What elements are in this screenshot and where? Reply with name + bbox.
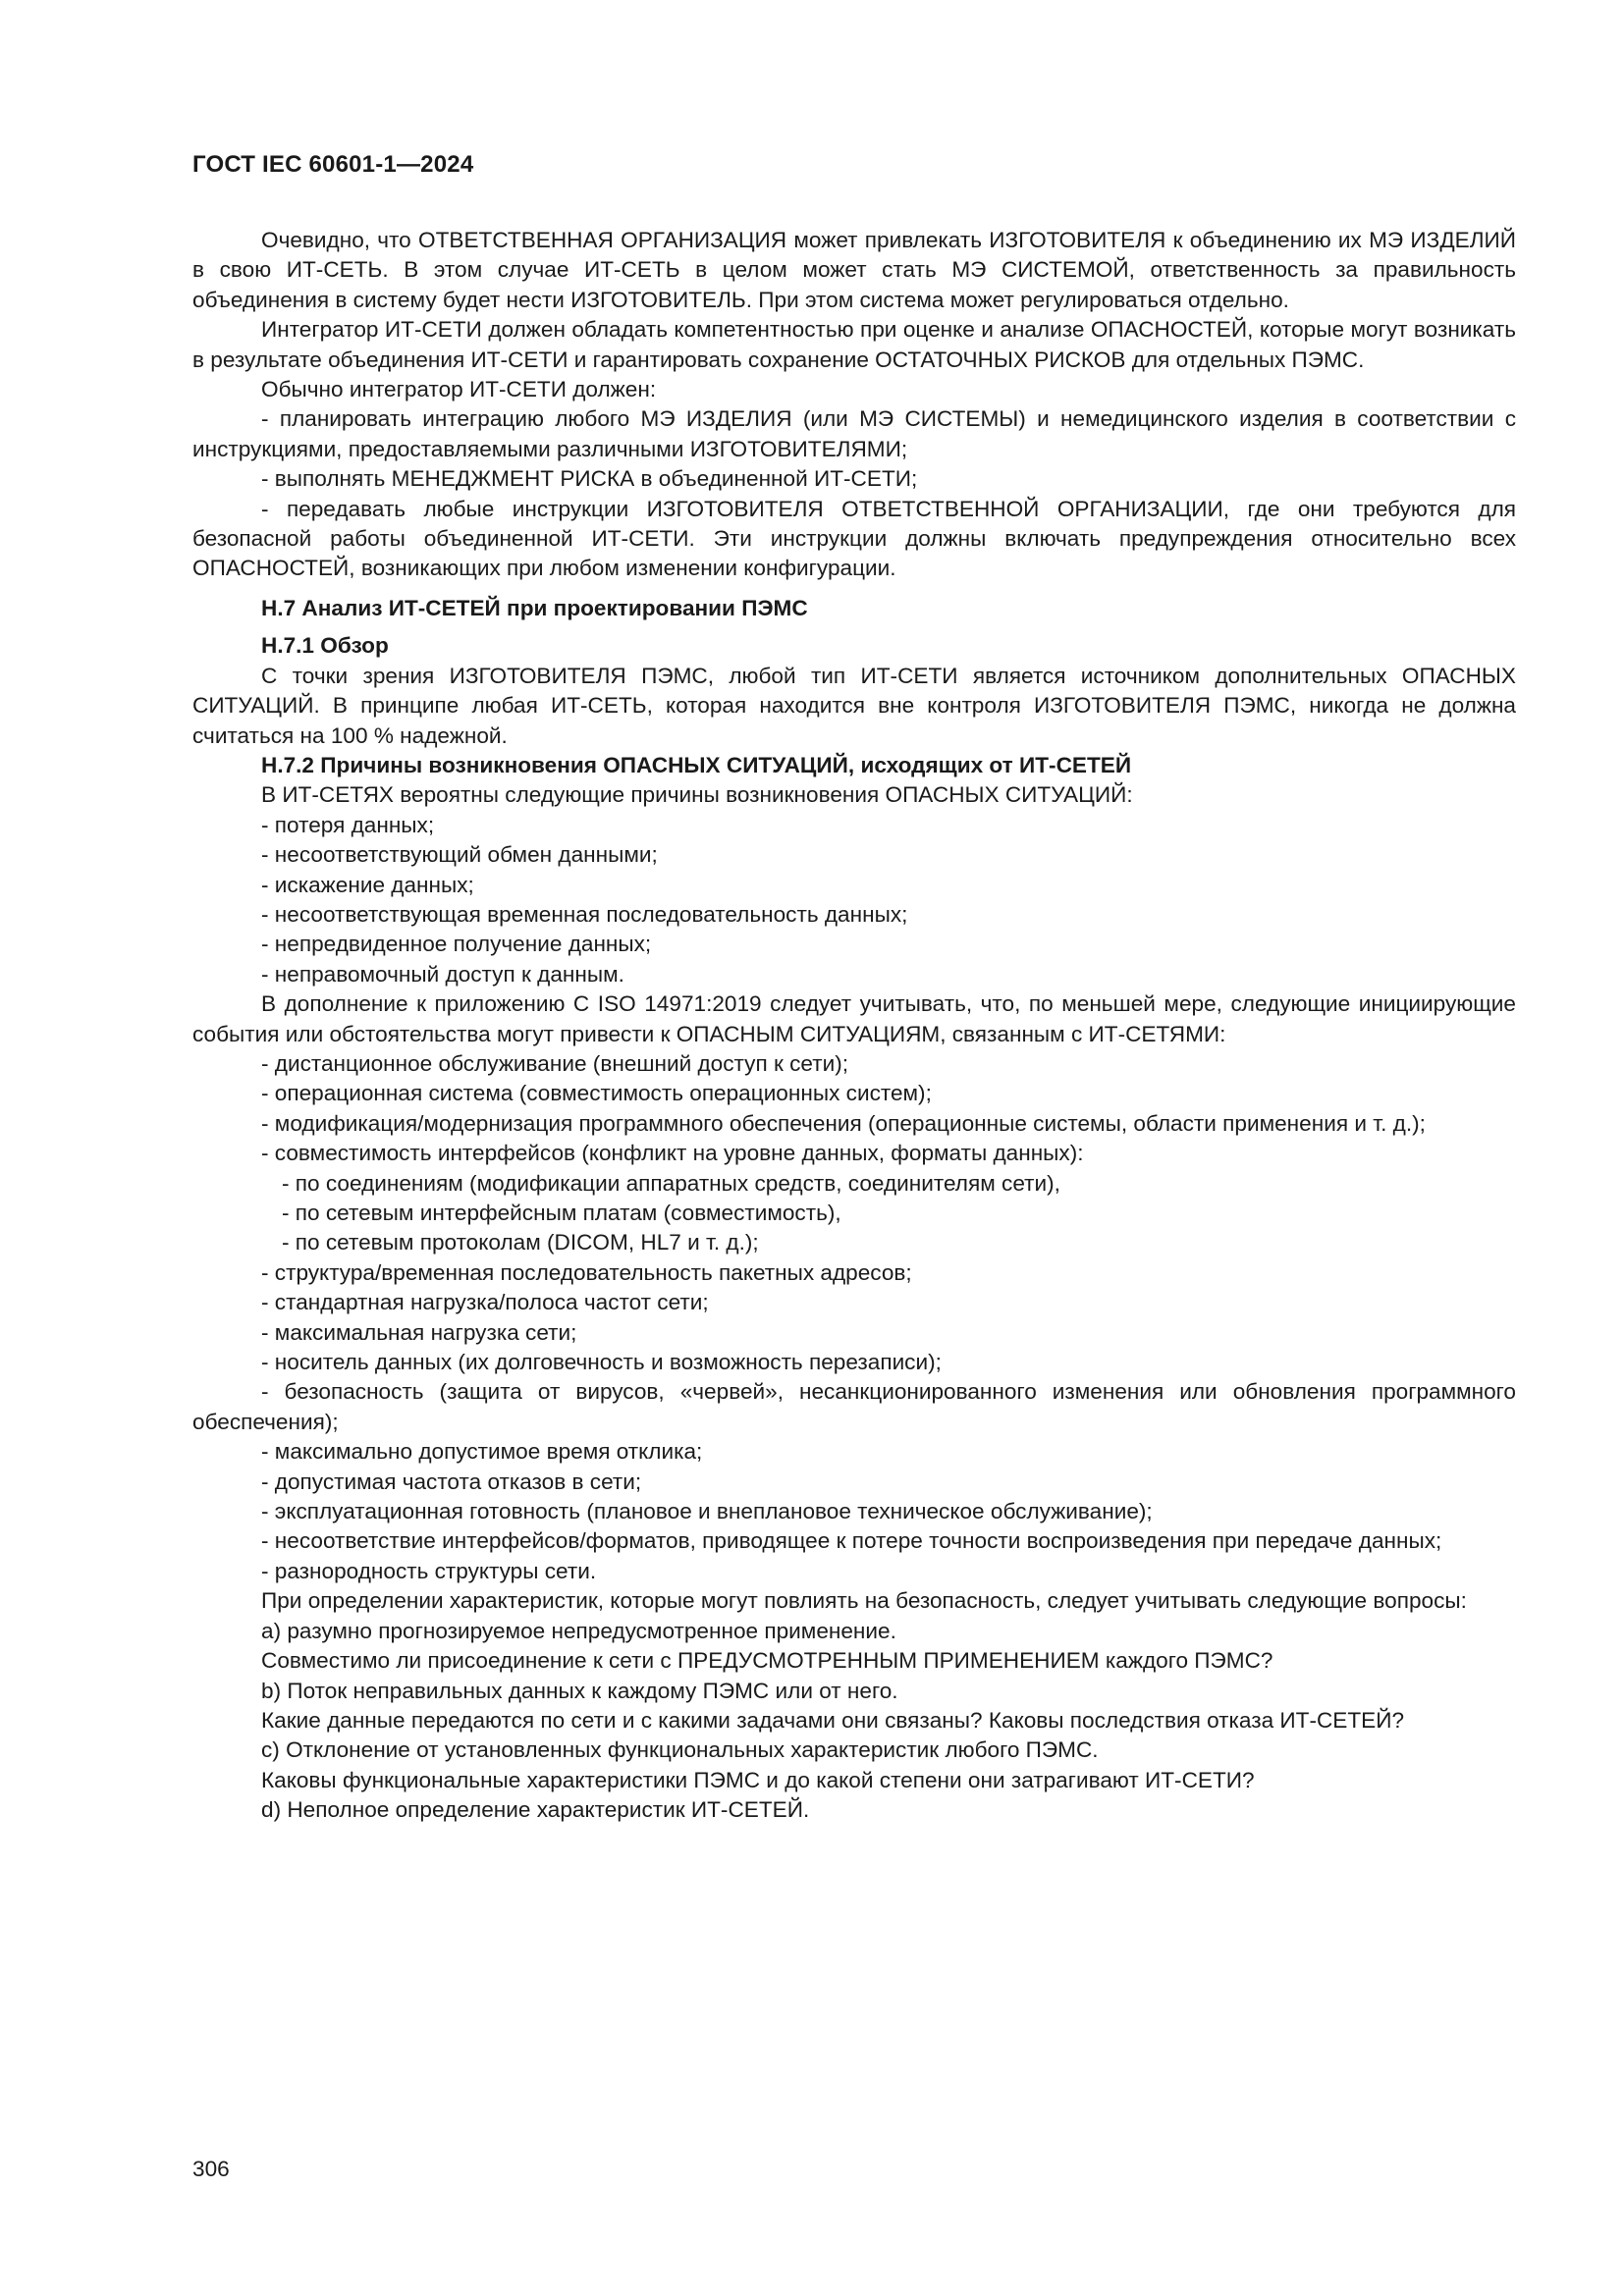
list-item: - модификация/модернизация программного обеспечения (операционные системы, области применения и т. д.); bbox=[261, 1110, 1426, 1136]
list-item: c) Отклонение от установленных функциональных характеристик любого ПЭМС. bbox=[261, 1737, 1099, 1763]
body-paragraph: В ИТ-СЕТЯХ вероятны следующие причины возникновения ОПАСНЫХ СИТУАЦИЙ: bbox=[261, 782, 1133, 808]
list-item: - дистанционное обслуживание (внешний доступ к сети); bbox=[261, 1050, 848, 1076]
list-item: - стандартная нагрузка/полоса частот сети; bbox=[261, 1290, 709, 1315]
list-item: - эксплуатационная готовность (плановое и внеплановое техническое обслуживание); bbox=[261, 1499, 1153, 1524]
list-item: - максимальная нагрузка сети; bbox=[261, 1319, 577, 1345]
body-paragraph: Каковы функциональные характеристики ПЭМС и до какой степени они затрагивают ИТ-СЕТИ? bbox=[261, 1767, 1255, 1792]
list-item: - несоответствие интерфейсов/форматов, приводящее к потере точности воспроизведения при передаче данных; bbox=[261, 1528, 1442, 1554]
section-heading: Н.7 Анализ ИТ-СЕТЕЙ при проектировании ПЭМС bbox=[261, 595, 808, 620]
body-paragraph: Совместимо ли присоединение к сети с ПРЕДУСМОТРЕННЫМ ПРИМЕНЕНИЕМ каждого ПЭМС? bbox=[261, 1648, 1273, 1674]
list-item: - непредвиденное получение данных; bbox=[261, 932, 652, 957]
list-item: - планировать интеграцию любого МЭ ИЗДЕЛИЯ (или МЭ СИСТЕМЫ) и немедицинского изделия в соответствии с инструкциями, предоставляемыми различными ИЗГОТОВИТЕЛЯМИ; bbox=[192, 406, 1516, 461]
body-paragraph: В дополнение к приложению С ISO 14971:2019 следует учитывать, что, по меньшей мере, следующие инициирующие события или обстоятельства могут привести к ОПАСНЫМ СИТУАЦИЯМ, связанным с ИТ-СЕТЯМИ: bbox=[192, 991, 1516, 1046]
body-paragraph: Обычно интегратор ИТ-СЕТИ должен: bbox=[261, 377, 657, 402]
list-item: - носитель данных (их долговечность и возможность перезаписи); bbox=[261, 1350, 942, 1375]
body-paragraph: Какие данные передаются по сети и с какими задачами они связаны? Каковы последствия отказа ИТ-СЕТЕЙ? bbox=[261, 1707, 1405, 1733]
list-item: - несоответствующий обмен данными; bbox=[261, 842, 658, 868]
list-item: - допустимая частота отказов в сети; bbox=[261, 1468, 642, 1494]
sub-list-item: - по сетевым протоколам (DICOM, HL7 и т. д.); bbox=[282, 1230, 759, 1255]
list-item: - несоответствующая временная последовательность данных; bbox=[261, 901, 908, 927]
list-item: - искажение данных; bbox=[261, 872, 474, 897]
subsection-heading: Н.7.2 Причины возникновения ОПАСНЫХ СИТУАЦИЙ, исходящих от ИТ-СЕТЕЙ bbox=[261, 752, 1132, 777]
list-item: - максимально допустимое время отклика; bbox=[261, 1439, 703, 1465]
list-item: - передавать любые инструкции ИЗГОТОВИТЕЛЯ ОТВЕТСТВЕННОЙ ОРГАНИЗАЦИИ, где они требуются для безопасной работы объединенной ИТ-СЕТИ. Эти инструкции должны включать предупреждения относительно всех ОПАСНОСТЕЙ, возникающих при любом изменении конфигурации. bbox=[192, 496, 1516, 581]
list-item: - выполнять МЕНЕДЖМЕНТ РИСКА в объединенной ИТ-СЕТИ; bbox=[261, 466, 918, 492]
list-item: - разнородность структуры сети. bbox=[261, 1558, 597, 1583]
subsection-heading: Н.7.1 Обзор bbox=[261, 633, 389, 659]
body-paragraph: Очевидно, что ОТВЕТСТВЕННАЯ ОРГАНИЗАЦИЯ может привлекать ИЗГОТОВИТЕЛЯ к объединению их МЭ ИЗДЕЛИЙ в свою ИТ-СЕТЬ. В этом случае ИТ-СЕТЬ в целом может стать МЭ СИСТЕМОЙ, ответственность за правильность объединения в систему будет нести ИЗГОТОВИТЕЛЬ. При этом система может регулироваться отдельно. bbox=[192, 228, 1516, 312]
body-paragraph: При определении характеристик, которые могут повлиять на безопасность, следует учитывать следующие вопросы: bbox=[261, 1588, 1467, 1614]
list-item: a) разумно прогнозируемое непредусмотренное применение. bbox=[261, 1618, 896, 1643]
document-body bbox=[192, 226, 1516, 1826]
list-item: - безопасность (защита от вирусов, «червей», несанкционированного изменения или обновления программного обеспечения); bbox=[192, 1379, 1516, 1434]
body-paragraph: Интегратор ИТ-СЕТИ должен обладать компетентностью при оценке и анализе ОПАСНОСТЕЙ, которые могут возникать в результате объединения ИТ-СЕТИ и гарантировать сохранение ОСТАТОЧНЫХ РИСКОВ для отдельных ПЭМС. bbox=[192, 317, 1516, 372]
list-item: b) Поток неправильных данных к каждому ПЭМС или от него. bbox=[261, 1678, 898, 1703]
document-code-header: ГОСТ IEC 60601-1—2024 bbox=[192, 151, 474, 178]
list-item: - совместимость интерфейсов (конфликт на уровне данных, форматы данных): bbox=[261, 1141, 1084, 1166]
list-item: - операционная система (совместимость операционных систем); bbox=[261, 1081, 932, 1106]
list-item: - неправомочный доступ к данным. bbox=[261, 961, 624, 987]
list-item: - потеря данных; bbox=[261, 812, 435, 837]
list-item: d) Неполное определение характеристик ИТ-СЕТЕЙ. bbox=[261, 1797, 810, 1823]
list-item: - структура/временная последовательность пакетных адресов; bbox=[261, 1259, 912, 1285]
sub-list-item: - по сетевым интерфейсным платам (совместимость), bbox=[282, 1201, 841, 1225]
body-paragraph: С точки зрения ИЗГОТОВИТЕЛЯ ПЭМС, любой тип ИТ-СЕТИ является источником дополнительных ОПАСНЫХ СИТУАЦИЙ. В принципе любая ИТ-СЕТЬ, которая находится вне контроля ИЗГОТОВИТЕЛЯ ПЭМС, никогда не должна считаться на 100 % надежной. bbox=[192, 663, 1516, 748]
page-number: 306 bbox=[192, 2157, 230, 2181]
sub-list-item: - по соединениям (модификации аппаратных средств, соединителям сети), bbox=[282, 1170, 1060, 1196]
